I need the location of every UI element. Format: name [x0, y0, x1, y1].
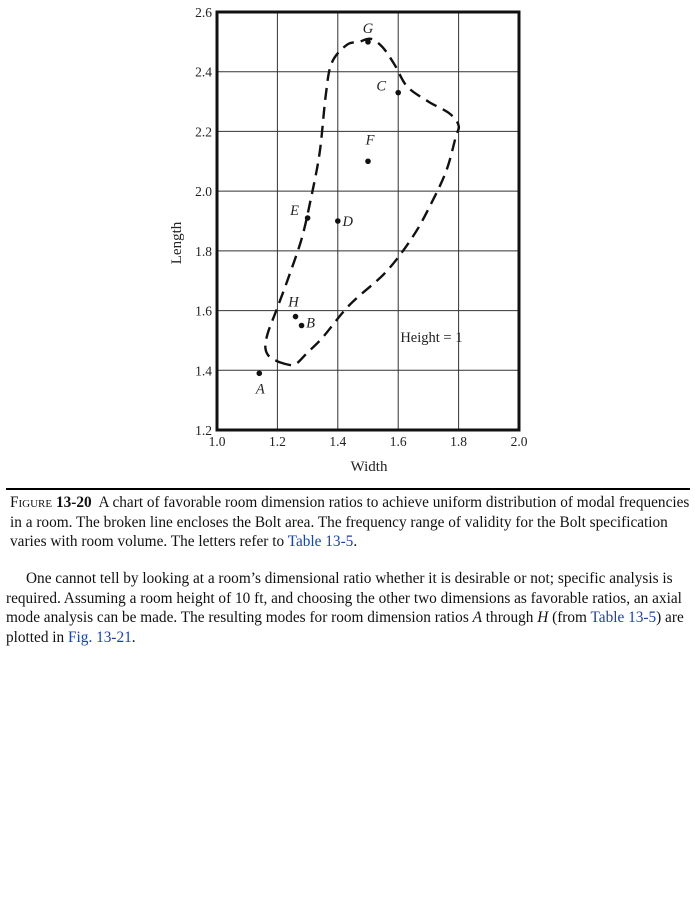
- x-tick-label: 1.4: [329, 434, 347, 449]
- x-tick-label: 1.6: [389, 434, 407, 449]
- figure-number: 13-20: [55, 494, 92, 511]
- data-point-f: [365, 158, 371, 164]
- y-tick-label: 2.6: [195, 5, 212, 20]
- data-point-h: [293, 314, 299, 320]
- y-tick-label: 1.6: [195, 303, 212, 319]
- point-label-g: G: [362, 20, 374, 37]
- caption-end: .: [353, 533, 358, 550]
- body-figure-link[interactable]: Fig. 13-21: [68, 628, 132, 646]
- point-label-a: A: [255, 381, 265, 398]
- y-tick-label: 2.0: [195, 184, 212, 200]
- y-tick-label: 2.4: [195, 64, 212, 80]
- caption-rule: [6, 488, 690, 490]
- x-tick-label: 1.8: [450, 434, 468, 449]
- x-tick-label: 1.2: [268, 434, 286, 449]
- body-text-1: One cannot tell by looking at a room’s dimensional ratio whether it is desirable or not; specific analysis is required. Assuming a room height of 10 ft, and choosing the other two dimensions as favorable ratios, an axial mode analysis can be made. The resulting modes for room dimension ratios: [6, 570, 682, 627]
- data-point-a: [256, 370, 262, 376]
- body-text-5: .: [131, 628, 136, 646]
- y-tick-label: 1.8: [195, 243, 212, 259]
- point-label-b: B: [306, 315, 315, 332]
- point-label-d: D: [342, 214, 354, 230]
- y-tick-label: 2.2: [195, 124, 212, 140]
- caption-table-link[interactable]: Table 13-5: [287, 533, 354, 550]
- body-letter-a: A: [472, 609, 482, 627]
- x-tick-label: 2.0: [510, 434, 528, 449]
- x-axis-label: Width: [350, 459, 388, 475]
- y-tick-label: 1.4: [195, 363, 212, 379]
- data-point-e: [305, 215, 311, 221]
- body-paragraph: [6, 569, 690, 647]
- data-point-d: [335, 218, 341, 224]
- figure-label: Figure: [10, 494, 53, 511]
- body-text-3: (from: [552, 609, 587, 627]
- plot-frame: [217, 12, 519, 430]
- body-letter-h: H: [537, 609, 549, 627]
- x-tick-label: 1.0: [208, 434, 226, 449]
- body-table-link[interactable]: Table 13-5: [590, 609, 657, 627]
- data-point-b: [299, 323, 305, 329]
- figure-caption: [10, 493, 690, 552]
- height-annotation: Height = 1: [400, 329, 463, 346]
- y-axis-label: Length: [169, 221, 185, 265]
- data-point-c: [395, 90, 401, 96]
- data-point-g: [365, 39, 371, 45]
- caption-text: A chart of favorable room dimension ratios to achieve uniform distribution of modal frequencies in a room. The broken line encloses the Bolt area. The frequency range of validity for the Bolt specification varies with room volume. The letters refer to: [10, 494, 690, 550]
- body-text-4: ) are plotted in: [6, 609, 684, 646]
- point-label-h: H: [288, 294, 299, 311]
- point-label-e: E: [290, 203, 300, 220]
- body-text-2: through: [485, 609, 534, 627]
- y-tick-label: 1.2: [195, 423, 212, 438]
- point-label-c: C: [376, 78, 387, 95]
- point-label-f: F: [365, 132, 375, 149]
